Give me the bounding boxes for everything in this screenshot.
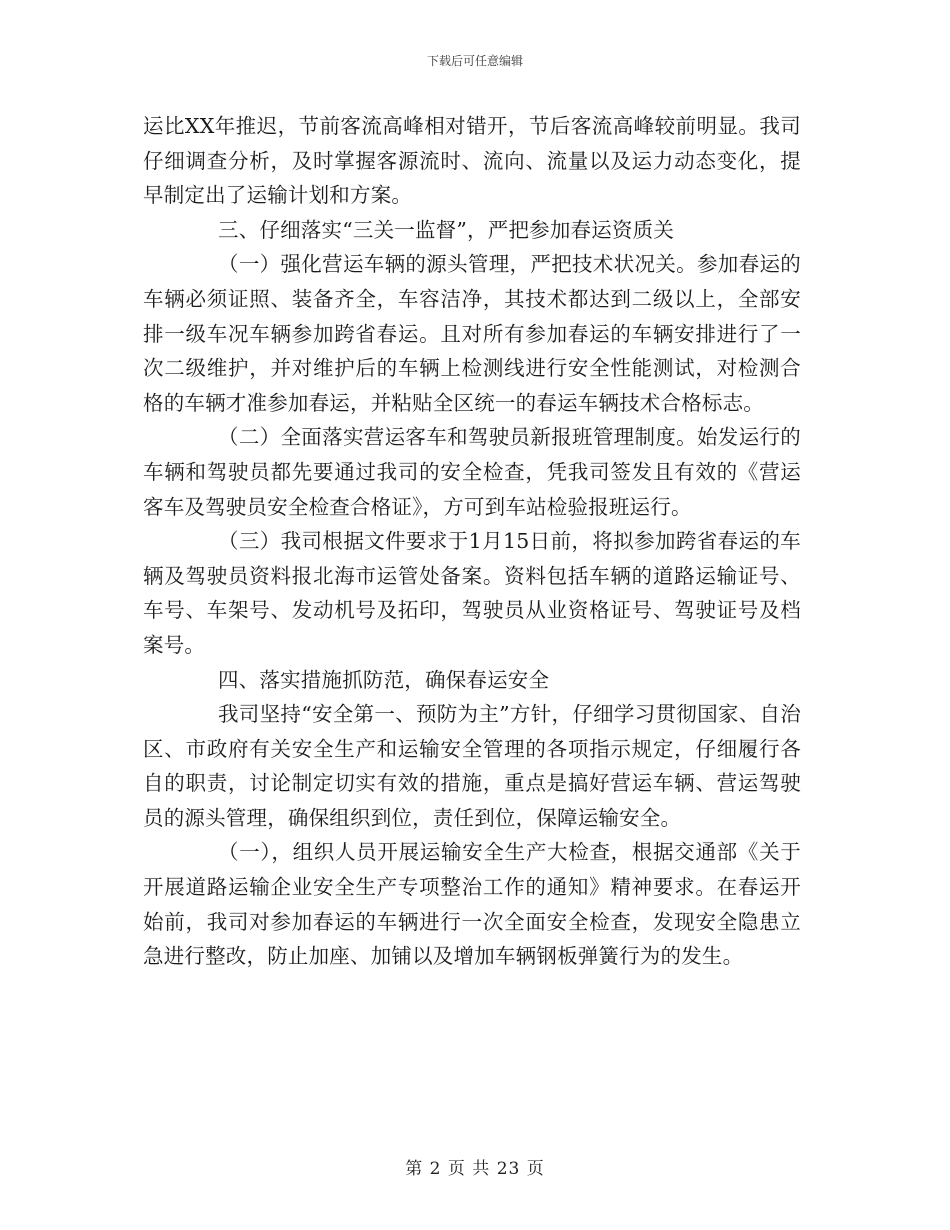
page-header: 下载后可任意编辑 — [426, 54, 523, 68]
document-body — [143, 109, 801, 974]
paragraph-4-1: （一），组织人员开展运输安全生产大检查，根据交通部《关于开展道路运输企业安全生产专项整治工作的通知》精神要求。在春运开始前，我司对参加春运的车辆进行一次全面安全检查，发现安全隐患立急进行整改，防止加座、加铺以及增加车辆钢板弹簧行为的发生。 — [143, 840, 801, 969]
paragraph-3-2: （二）全面落实营运客车和驾驶员新报班管理制度。始发运行的车辆和驾驶员都先要通过我司的安全检查，凭我司签发且有效的《营运客车及驾驶员安全检查合格证》，方可到车站检验报班运行。 — [143, 425, 801, 519]
section-heading-4: 四、落实措施抓防范，确保春运安全 — [218, 667, 550, 692]
paragraph-continuation: 运比XX年推迟，节前客流高峰相对错开，节后客流高峰较前明显。我司仔细调查分析，及时掌握客源流时、流向、流量以及运力动态变化，提早制定出了运输计划和方案。 — [143, 114, 801, 208]
paragraph-3-1: （一）强化营运车辆的源头管理，严把技术状况关。参加春运的车辆必须证照、装备齐全，车容洁净，其技术都达到二级以上，全部安排一级车况车辆参加跨省春运。且对所有参加春运的车辆安排进行了一次二级维护，并对维护后的车辆上检测线进行安全性能测试，对检测合格的车辆才准参加春运，并粘贴全区统一的春运车辆技术合格标志。 — [143, 252, 801, 415]
paragraph-3-3: （三）我司根据文件要求于1月15日前，将拟参加跨省春运的车辆及驾驶员资料报北海市运管处备案。资料包括车辆的道路运输证号、车号、车架号、发动机号及拓印，驾驶员从业资格证号、驾驶证号及档案号。 — [143, 529, 801, 657]
paragraph-4-intro: 我司坚持“安全第一、预防为主”方针，仔细学习贯彻国家、自治区、市政府有关安全生产和运输安全管理的各项指示规定，仔细履行各自的职责，讨论制定切实有效的措施，重点是搞好营运车辆、营运驾驶员的源头管理，确保组织到位，责任到位，保障运输安全。 — [143, 702, 801, 830]
section-heading-3: 三、仔细落实“三关一监督”，严把参加春运资质关 — [218, 217, 675, 242]
page-footer: 第 2 页 共 23 页 — [405, 1159, 545, 1179]
